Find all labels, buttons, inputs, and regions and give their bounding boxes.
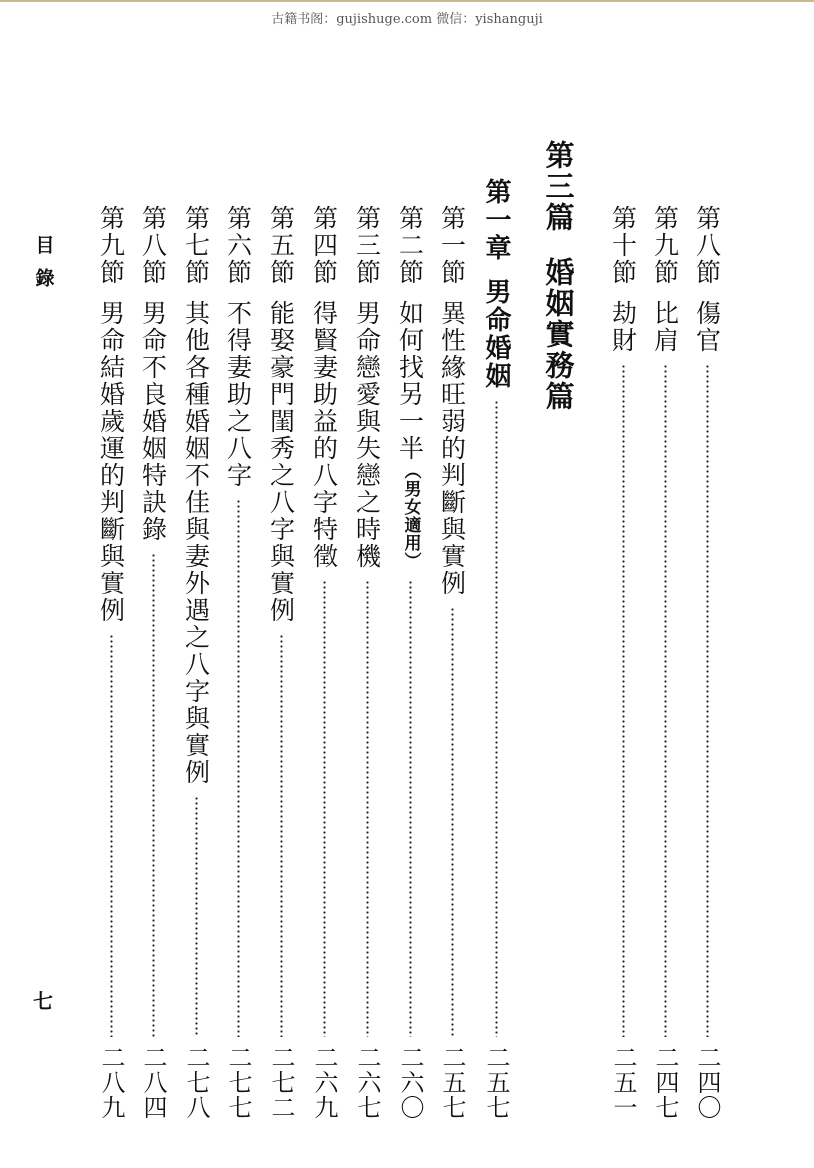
entry-title: 如何找另一半 bbox=[395, 300, 425, 462]
page-number: 二五一 bbox=[609, 1045, 637, 1120]
section-label: 第一節 bbox=[437, 205, 467, 286]
dot-leader bbox=[280, 634, 283, 1037]
entry-title: 男命不良婚姻特訣錄 bbox=[138, 300, 168, 543]
section-label: 第九節 bbox=[650, 205, 680, 286]
running-head bbox=[30, 235, 56, 301]
dot-leader bbox=[237, 499, 240, 1037]
toc-entry-section-5[interactable] bbox=[266, 205, 296, 1120]
entry-title: 能娶豪門閨秀之八字與實例 bbox=[266, 300, 296, 624]
page-number: 二七七 bbox=[224, 1045, 252, 1120]
entry-title: 異性緣旺弱的判斷與實例 bbox=[437, 300, 467, 597]
page-number: 二四七 bbox=[651, 1045, 679, 1120]
section-label: 第八節 bbox=[138, 205, 168, 286]
chapter-label: 第一章 bbox=[481, 178, 511, 262]
section-label: 第十節 bbox=[608, 205, 638, 286]
page-number: 二四〇 bbox=[693, 1045, 721, 1120]
watermark-text: 古籍书阁：gujishuge.com 微信：yishanguji bbox=[271, 12, 543, 27]
page-number: 二七八 bbox=[182, 1045, 210, 1120]
folio-page-number: 七 bbox=[33, 989, 53, 1013]
entry-title: 男命結婚歲運的判斷與實例 bbox=[96, 300, 126, 624]
entry-title: 得賢妻助益的八字特徵 bbox=[309, 300, 339, 570]
section-label: 第三節 bbox=[352, 205, 382, 286]
toc-entry-section-4[interactable] bbox=[309, 205, 339, 1120]
toc-entry-section-1[interactable] bbox=[437, 205, 467, 1120]
toc-entry-section-2[interactable] bbox=[395, 205, 425, 1120]
toc-entry-section-6[interactable] bbox=[223, 205, 253, 1120]
toc-entry-section-7[interactable] bbox=[181, 205, 211, 1120]
chapter-title: 男命婚姻 bbox=[481, 278, 511, 390]
entry-title: 其他各種婚姻不佳與妻外遇之八字與實例 bbox=[181, 300, 211, 786]
running-head-text: 目錄 bbox=[32, 235, 55, 301]
section-label: 第九節 bbox=[96, 205, 126, 286]
dot-leader bbox=[495, 400, 498, 1037]
section-label: 第八節 bbox=[692, 205, 722, 286]
toc-entry-section-8[interactable] bbox=[138, 205, 168, 1120]
dot-leader bbox=[706, 364, 709, 1037]
toc-entry-section-9[interactable] bbox=[96, 205, 126, 1120]
entry-title: 男命戀愛與失戀之時機 bbox=[352, 300, 382, 570]
dot-leader bbox=[622, 364, 625, 1037]
dot-leader bbox=[152, 553, 155, 1037]
dot-leader bbox=[451, 607, 454, 1037]
entry-title: 傷官 bbox=[692, 300, 722, 354]
toc-entry-chapter-1[interactable] bbox=[481, 178, 511, 1120]
dot-leader bbox=[110, 634, 113, 1037]
page-number: 二六〇 bbox=[396, 1045, 424, 1120]
top-rule bbox=[0, 0, 814, 2]
dot-leader bbox=[366, 580, 369, 1037]
section-label: 第五節 bbox=[266, 205, 296, 286]
part-heading bbox=[541, 140, 575, 412]
page-number: 二七二 bbox=[267, 1045, 295, 1120]
dot-leader bbox=[323, 580, 326, 1037]
page-number: 二八九 bbox=[97, 1045, 125, 1120]
section-label: 第二節 bbox=[395, 205, 425, 286]
dot-leader bbox=[195, 796, 198, 1037]
entry-title: 不得妻助之八字 bbox=[223, 300, 253, 489]
section-label: 第七節 bbox=[181, 205, 211, 286]
page-number: 二六七 bbox=[353, 1045, 381, 1120]
entry-note: （男女適用） bbox=[400, 462, 421, 570]
toc-entry-section-3[interactable] bbox=[352, 205, 382, 1120]
toc-entry-shangguan[interactable] bbox=[692, 205, 722, 1120]
page-number: 二八四 bbox=[139, 1045, 167, 1120]
part-title: 婚姻實務篇 bbox=[541, 257, 576, 412]
part-label: 第三篇 bbox=[541, 140, 576, 233]
page-number: 二五七 bbox=[482, 1045, 510, 1120]
section-label: 第六節 bbox=[223, 205, 253, 286]
page-number: 二六九 bbox=[310, 1045, 338, 1120]
section-label: 第四節 bbox=[309, 205, 339, 286]
dot-leader bbox=[664, 364, 667, 1037]
page-number: 二五七 bbox=[438, 1045, 466, 1120]
entry-title: 比肩 bbox=[650, 300, 680, 354]
toc-entry-jiecai[interactable] bbox=[608, 205, 638, 1120]
dot-leader bbox=[409, 580, 412, 1037]
entry-title: 劫財 bbox=[608, 300, 638, 354]
toc-entry-bijian[interactable] bbox=[650, 205, 680, 1120]
